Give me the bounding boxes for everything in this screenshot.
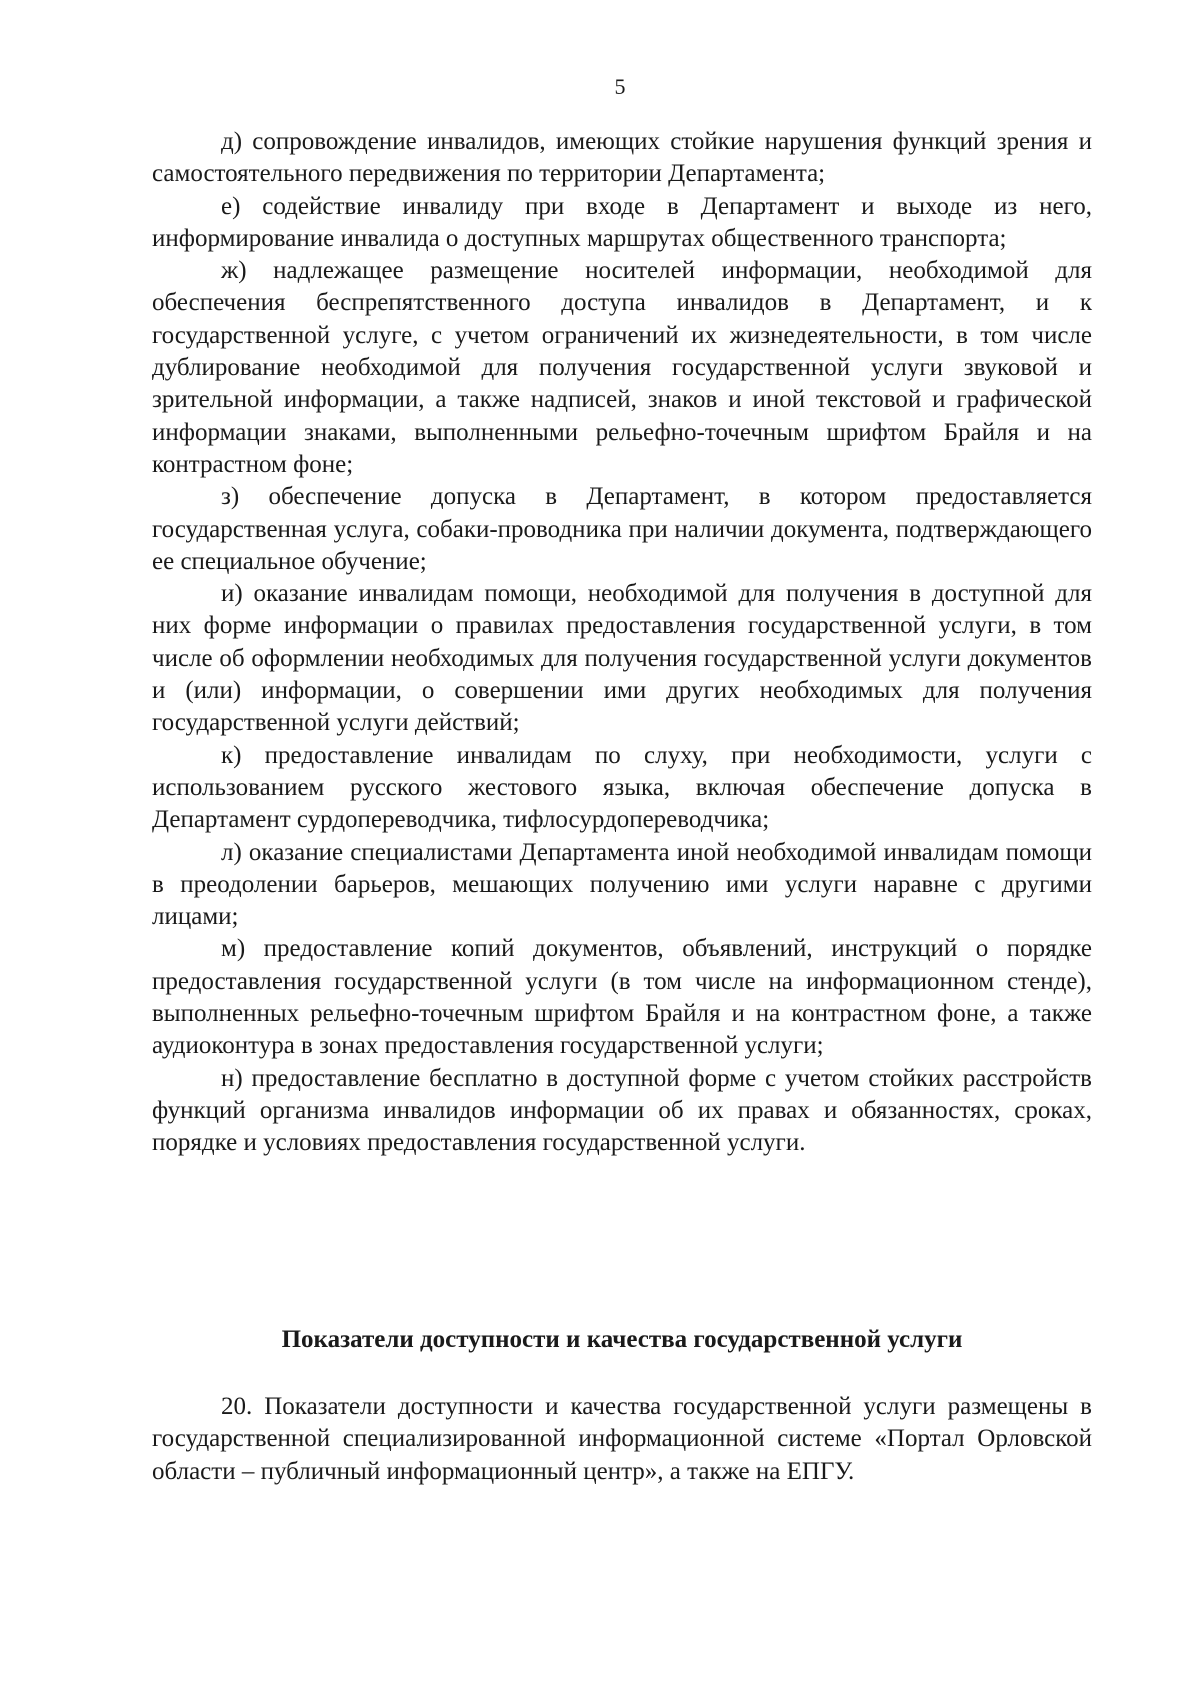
list-item-n: н) предоставление бесплатно в доступной форме с учетом стойких расстройств функций организма инвалидов информации об их правах и обязанностях, сроках, порядке и условиях предоставления государственной услуги. — [152, 1064, 1092, 1157]
list-item-l: л) оказание специалистами Департамента иной необходимой инвалидам помощи в преодолении барьеров, мешающих получению ими услуги наравне с другими лицами; — [152, 838, 1092, 931]
list-item-e: е) содействие инвалиду при входе в Департамент и выходе из него, информирование инвалида о доступных маршрутах общественного транспорта; — [152, 192, 1092, 252]
page-number: 5 — [614, 74, 626, 99]
section-heading: Показатели доступности и качества государственной услуги — [281, 1326, 963, 1353]
clause-20: 20. Показатели доступности и качества государственной услуги размещены в государственной специализированной информационной системе «Портал Орловской области – публичный информационный центр», а также на ЕПГУ. — [152, 1393, 1092, 1485]
list-item-d: д) сопровождение инвалидов, имеющих стойкие нарушения функций зрения и самостоятельного передвижения по территории Департамента; — [152, 128, 1092, 188]
list-item-m: м) предоставление копий документов, объявлений, инструкций о порядке предоставления государственной услуги (в том числе на информационном стенде), выполненных рельефно-точечным шрифтом Брайля и на контрастном фоне, а также аудиоконтура в зонах предоставления государственной услуги; — [152, 935, 1092, 1060]
list-body — [152, 126, 1092, 1160]
list-item-i: и) оказание инвалидам помощи, необходимой для получения в доступной для них форме информации о правилах предоставления государственной услуги, в том числе об оформлении необходимых для получения государственной услуги документов и (или) информации, о совершении ими других необходимых для получения государственной услуги действий; — [152, 580, 1092, 737]
list-item-k: к) предоставление инвалидам по слуху, при необходимости, услуги с использованием русского жестового языка, включая обеспечение допуска в Департамент сурдопереводчика, тифлосурдопереводчика; — [152, 741, 1092, 834]
list-item-z: з) обеспечение допуска в Департамент, в котором предоставляется государственная услуга, собаки-проводника при наличии документа, подтверждающего ее специальное обучение; — [152, 483, 1092, 575]
list-item-zh: ж) надлежащее размещение носителей информации, необходимой для обеспечения беспрепятственного доступа инвалидов в Департамент, и к государственной услуге, с учетом ограничений их жизнедеятельности, в том числе дублирование необходимой для получения государственной услуги звуковой и зрительной информации, а также надписей, знаков и иной текстовой и графической информации знаками, выполненными рельефно-точечным шрифтом Брайля и на контрастном фоне; — [152, 257, 1092, 478]
section-body — [152, 1391, 1092, 1488]
